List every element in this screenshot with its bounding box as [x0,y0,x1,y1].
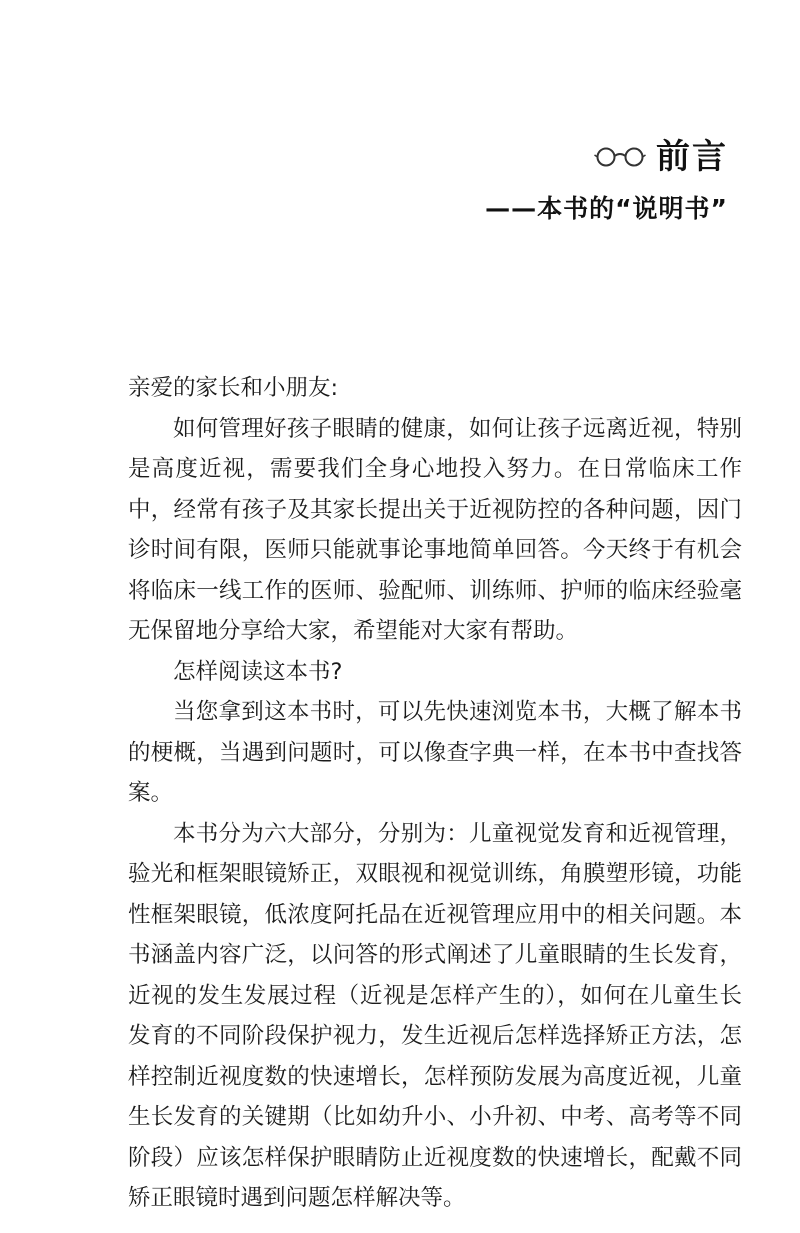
page-title: 前言 [656,137,728,177]
paragraph: 如何管理好孩子眼睛的健康，如何让孩子远离近视，特别是高度近视，需要我们全身心地投入努力。在日常临床工作中，经常有孩子及其家长提出关于近视防控的各种问题，因门诊时间有限，医师只能就事论事地简单回答。今天终于有机会将临床一线工作的医师、验配师、训练师、护师的临床经验毫无保留地分享给大家，希望能对大家有帮助。 [128,415,742,644]
paragraph: 当您拿到这本书时，可以先快速浏览本书，大概了解本书的梗概，当遇到问题时，可以像查字典一样，在本书中查找答案。 [128,699,742,806]
page-subtitle: ——本书的“说明书” [485,194,728,223]
salutation: 亲爱的家长和小朋友: [128,375,339,401]
preface-body [128,368,742,1219]
glasses-icon [594,146,646,168]
paragraph: 本书分为六大部分，分别为：儿童视觉发育和近视管理，验光和框架眼镜矫正，双眼视和视觉训练，角膜塑形镜，功能性框架眼镜，低浓度阿托品在近视管理应用中的相关问题。本书涵盖内容广泛，以问答的形式阐述了儿童眼睛的生长发育，近视的发生发展过程（近视是怎样产生的），如何在儿童生长发育的不同阶段保护视力，发生近视后怎样选择矫正方法，怎样控制近视度数的快速增长，怎样预防发展为高度近视，儿童生长发育的关键期（比如幼升小、小升初、中考、高考等不同阶段）应该怎样保护眼睛防止近视度数的快速增长，配戴不同矫正眼镜时遇到问题怎样解决等。 [128,820,742,1211]
title-row [485,137,728,177]
preface-header [485,137,728,223]
paragraph-question: 怎样阅读这本书? [173,658,343,685]
